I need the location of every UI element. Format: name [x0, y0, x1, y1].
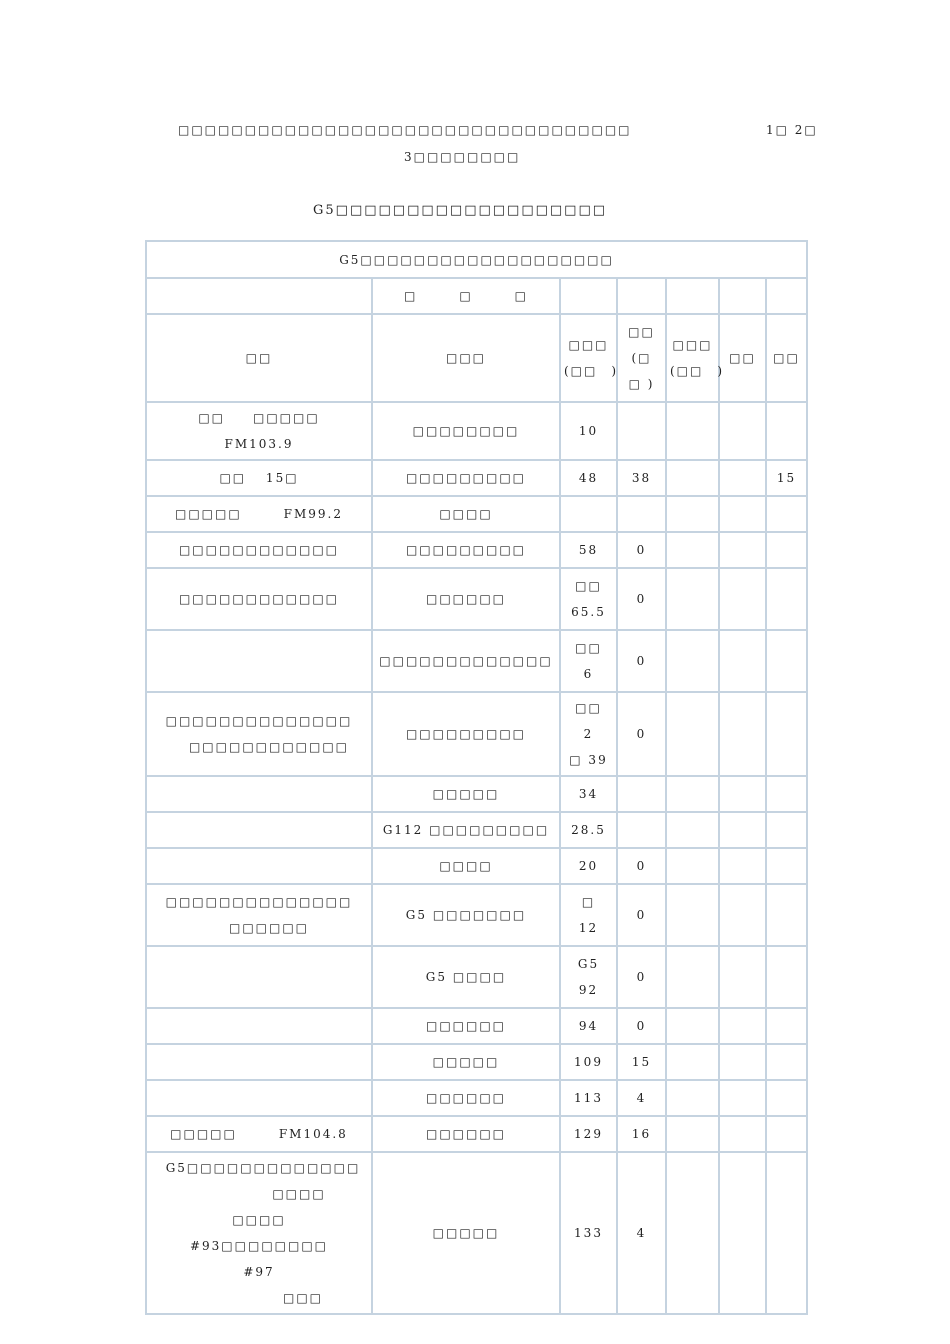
table-row: □□□□□□ 113 4	[146, 1080, 807, 1116]
header-col3: □□□ (□□ )	[560, 314, 617, 402]
table-row: □□□□□ FM104.8 □□□□□□ 129 16	[146, 1116, 807, 1152]
table-row: □□□□□ 34	[146, 776, 807, 812]
route-table	[145, 240, 808, 1315]
table-row: □□□□ 20 0	[146, 848, 807, 884]
table-header-row	[146, 314, 807, 402]
intro-line-2: 3□□□□□□□□	[404, 150, 521, 164]
table-row: □□□□□□□□□□□□ □□□□□□□□□ 58 0	[146, 532, 807, 568]
table-row: □□□□□□□□□□□□ □□□□□□ □□ 65.5 0	[146, 568, 807, 630]
table-row: G5□□□□□□□□□□□□□ □□□□ □□□□ #93□□□□□□□□ #97 □□□ □□□□□ 133 4	[146, 1152, 807, 1314]
header-col6: □□	[719, 314, 766, 402]
table-row: □□□□□ 109 15	[146, 1044, 807, 1080]
header-col7: □□	[766, 314, 807, 402]
table-row: □□ 15□ □□□□□□□□□ 48 38 15	[146, 460, 807, 496]
table-row: □□ □□□□□ FM103.9 □□□□□□□□ 10	[146, 402, 807, 460]
table-row: □□□□□□ 94 0	[146, 1008, 807, 1044]
intro-line-1: □□□□□□□□□□□□□□□□□□□□□□□□□□□□□□□□□□	[178, 123, 632, 137]
table-subheader-row	[146, 278, 807, 314]
table-row: □□□□□□□□□□□□□□ □□□□□□ G5 □□□□□□□ □ 12 0	[146, 884, 807, 946]
table-title: G5□□□□□□□□□□□□□□□□□□□	[146, 241, 807, 278]
intro-line-1-right: 1□ 2□	[766, 123, 818, 137]
table-row: □□□□□ FM99.2 □□□□	[146, 496, 807, 532]
header-col4: □□ (□ □ )	[617, 314, 666, 402]
table-row: □□□□□□□□□□□□□□ □□□□□□□□□□□□ □□□□□□□□□ □□ 2 □ 39 0	[146, 692, 807, 776]
table-title-row	[146, 241, 807, 278]
table-row: G112 □□□□□□□□□ 28.5	[146, 812, 807, 848]
header-col1: □□	[146, 314, 372, 402]
header-col5: □□□ (□□ )	[666, 314, 719, 402]
header-col2: □□□	[372, 314, 560, 402]
table-row: G5 □□□□ G5 92 0	[146, 946, 807, 1008]
table-row: □□□□□□□□□□□□□ □□ 6 0	[146, 630, 807, 692]
document-title: G5□□□□□□□□□□□□□□□□□□□	[313, 203, 608, 218]
table-subheader: □ □ □	[372, 278, 560, 314]
